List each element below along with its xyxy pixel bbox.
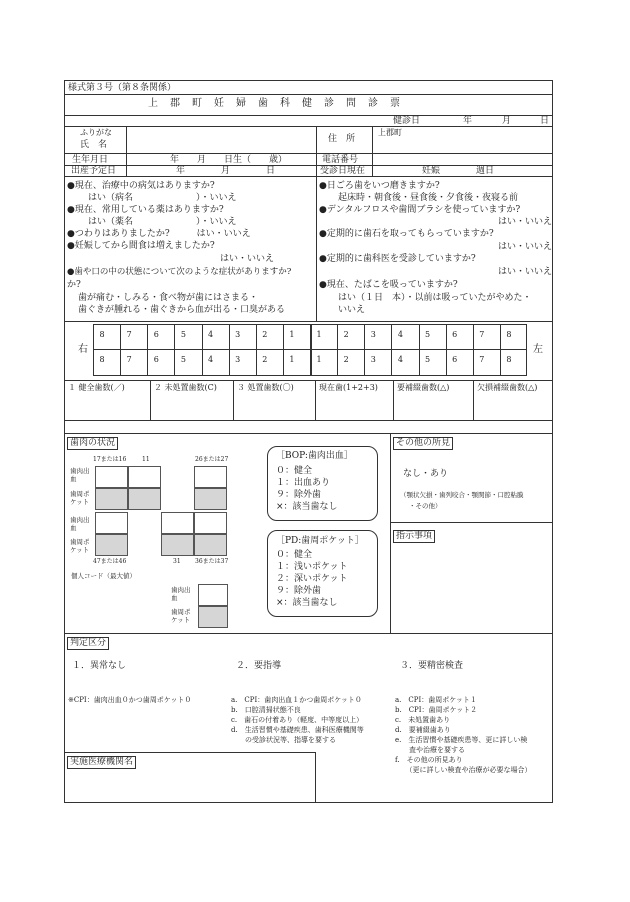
form-title: 上 郡 町 妊 婦 歯 科 健 診 問 診 票	[148, 98, 401, 109]
tooth-lower-2[interactable]: 7	[126, 355, 132, 364]
name-label: 氏 名	[80, 140, 108, 150]
count-untreated: ２ 未処置歯数(C)	[154, 383, 217, 392]
tooth-upper-13[interactable]: 5	[424, 330, 431, 339]
tooth-lower-3[interactable]: 6	[153, 355, 159, 364]
tooth-lower-9[interactable]: 1	[316, 355, 322, 364]
gum-cell[interactable]	[128, 466, 161, 488]
gum-cell[interactable]	[194, 466, 227, 488]
tooth-upper-9[interactable]: 1	[316, 330, 322, 339]
phone-label: 電話番号	[322, 155, 359, 165]
gum-cell[interactable]	[95, 534, 128, 556]
tooth-upper-11[interactable]: 3	[370, 330, 376, 339]
tooth-lower-8[interactable]: 1	[289, 355, 295, 364]
count-present: 現在歯(1+2+3)	[319, 383, 378, 392]
pregnancy-value: 妊娠 週日	[422, 166, 495, 176]
gum-cell[interactable]	[95, 466, 128, 488]
address-value: 上郡町	[378, 128, 402, 137]
due-value: 年 月 日	[176, 166, 276, 176]
tooth-lower-6[interactable]: 3	[235, 355, 241, 364]
judgement-title: 判定区分	[67, 637, 109, 650]
tooth-upper-1[interactable]: 8	[99, 330, 105, 339]
exam-date-day: 日	[540, 116, 550, 126]
tooth-lower-12[interactable]: 4	[397, 355, 403, 364]
tooth-lower-16[interactable]: 8	[506, 355, 512, 364]
gum-cell[interactable]	[161, 512, 194, 534]
gum-cell[interactable]	[194, 534, 227, 556]
tooth-lower-14[interactable]: 6	[452, 355, 458, 364]
tooth-lower-13[interactable]: 5	[424, 355, 431, 364]
gum-cell[interactable]	[128, 488, 161, 510]
exam-date-label: 健診日	[393, 116, 421, 126]
tooth-lower-4[interactable]: 5	[180, 355, 186, 364]
judgement-normal: １．異常なし	[72, 661, 127, 671]
facility-title: 実施医療機関名	[67, 756, 136, 769]
tooth-lower-1[interactable]: 8	[99, 355, 105, 364]
tooth-upper-5[interactable]: 4	[207, 330, 214, 339]
tooth-lower-5[interactable]: 4	[207, 355, 214, 364]
tooth-upper-6[interactable]: 3	[235, 330, 241, 339]
tooth-upper-2[interactable]: 7	[126, 330, 132, 339]
tooth-upper-12[interactable]: 4	[397, 330, 403, 339]
tooth-upper-4[interactable]: 5	[180, 330, 186, 339]
judgement-guidance: ２．要指導	[236, 661, 282, 671]
legend-cell	[198, 584, 228, 606]
tooth-upper-7[interactable]: 2	[262, 330, 268, 339]
other-findings-note-2: ・その他）	[409, 502, 442, 510]
birth-value: 年 月 日生（ 歳）	[170, 155, 288, 165]
tooth-upper-10[interactable]: 2	[343, 330, 349, 339]
tooth-lower-10[interactable]: 2	[343, 355, 349, 364]
tooth-upper-8[interactable]: 1	[289, 330, 295, 339]
gum-section-title: 歯肉の状況	[67, 437, 118, 450]
furigana-label: ふりがな	[80, 128, 112, 137]
form-number: 様式第３号（第８条関係）	[68, 83, 177, 93]
judgement-note: ※CPI：歯肉出血０かつ歯周ポケット０	[68, 696, 192, 704]
personal-code-label: 個人コード（最大値）	[71, 572, 136, 580]
pregnancy-label: 受診日現在	[320, 166, 366, 176]
chart-left-label: 左	[533, 344, 543, 355]
count-prosthesis-needed: 要補綴歯数(△)	[397, 383, 450, 392]
tooth-upper-3[interactable]: 6	[153, 330, 159, 339]
gum-cell[interactable]	[95, 512, 128, 534]
instructions-title: 指示事項	[393, 530, 435, 543]
due-label: 出産予定日	[71, 166, 117, 176]
address-label: 住 所	[328, 134, 356, 144]
gum-cell[interactable]	[194, 488, 227, 510]
tooth-upper-14[interactable]: 6	[452, 330, 458, 339]
exam-date-month: 月	[502, 116, 512, 126]
other-findings-note: （顎状欠損・歯列咬合・顎関節・口腔粘膜	[400, 491, 524, 499]
exam-date-year: 年	[463, 116, 473, 126]
chart-right-label: 右	[78, 344, 88, 355]
tooth-lower-15[interactable]: 7	[479, 355, 485, 364]
gum-cell[interactable]	[161, 534, 194, 556]
tooth-upper-16[interactable]: 8	[506, 330, 512, 339]
other-findings-value: なし・あり	[403, 469, 449, 479]
count-sound: １ 健全歯数(／)	[68, 383, 125, 392]
count-treated: ３ 処置歯数(〇)	[237, 383, 294, 392]
judgement-detailed: ３．要精密検査	[400, 661, 464, 671]
count-missing-prosthesis: 欠損補綴歯数(△)	[477, 383, 538, 392]
tooth-lower-7[interactable]: 2	[262, 355, 268, 364]
gum-cell[interactable]	[194, 512, 227, 534]
tooth-upper-15[interactable]: 7	[479, 330, 485, 339]
legend-cell	[198, 606, 228, 628]
gum-cell[interactable]	[95, 488, 128, 510]
other-findings-title: その他の所見	[393, 437, 453, 450]
tooth-lower-11[interactable]: 3	[370, 355, 376, 364]
birth-label: 生年月日	[72, 155, 109, 165]
